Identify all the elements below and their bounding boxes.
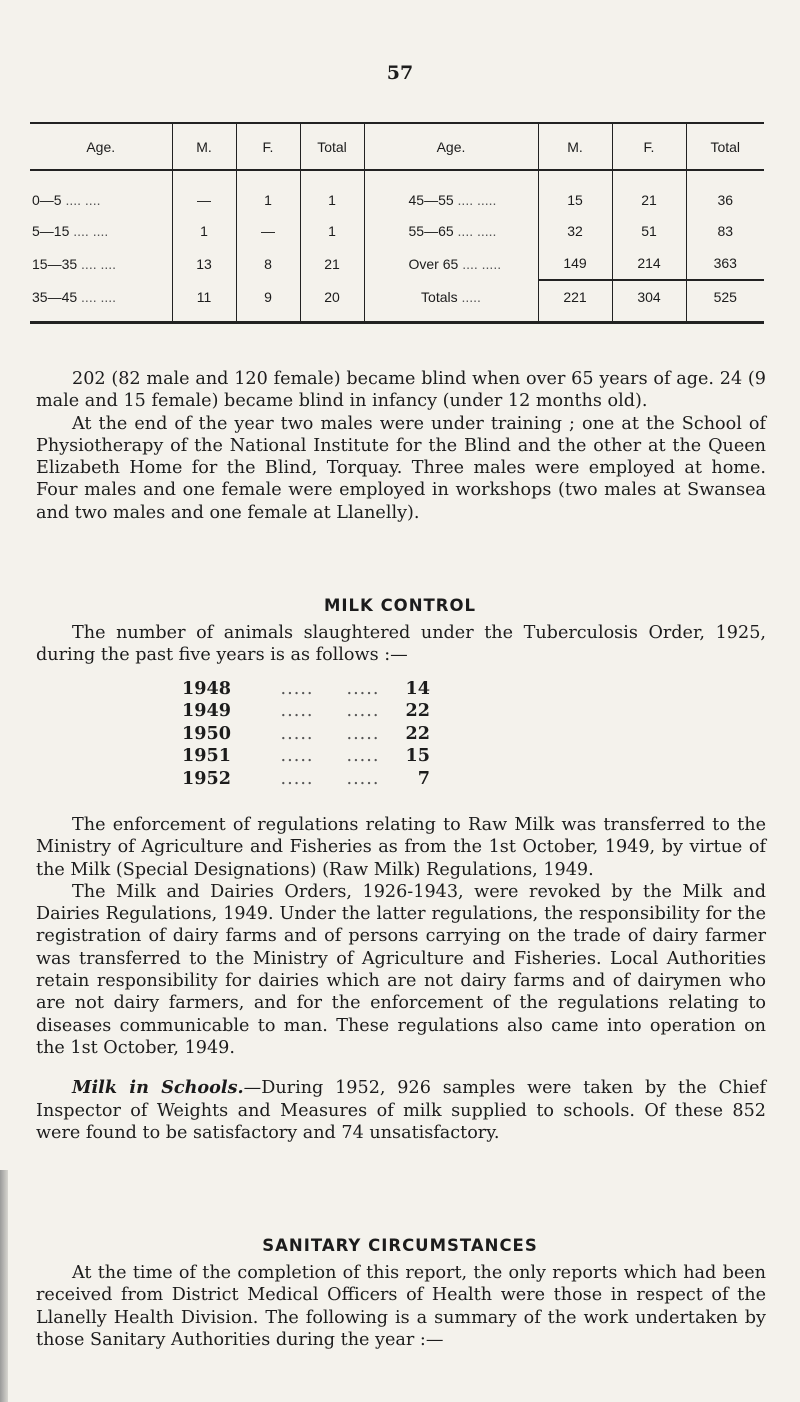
col-header-age: Age. [86,138,116,155]
table-row [30,170,764,215]
grand-total-cell: 525 [686,280,764,323]
col-header-m: M. [538,123,612,170]
slaughter-list [182,678,462,790]
raw-milk-paragraph: The enforcement of regulations relating to Raw Milk was transferred to the Ministry of Agriculture and Fisheries as from the 1st October, 1949, by virtue of the Milk (Special Designations) (Raw Milk) Regulations, 1949. [36,815,766,880]
leader-dots: ..... ..... [280,746,380,767]
slaughter-count: 15 [405,745,430,767]
milk-regulations-text [36,814,766,1144]
col-header-age: Age. [364,123,538,170]
total-cell: 21 [300,247,364,280]
blindness-text [36,368,766,524]
totals-label: Totals ..... [364,280,538,323]
milk-in-schools-text: —During 1952, 926 samples were taken by the Chief Inspector of Weights and Measures of milk supplied to schools. Of these 852 were found to be satisfactory and 74 unsatisfactory. [36,1078,766,1143]
leader-dots: ..... ..... [280,679,380,699]
age-cell: 55—65 .... [364,215,538,247]
leader-dots: ..... ..... [280,768,380,789]
list-item [182,700,462,722]
blind-age-paragraph: 202 (82 male and 120 female) became blind when over 65 years of age. 24 (9 male and 15 female) became blind in infancy (under 12 months old). [36,369,766,412]
total-cell: 83 [686,215,764,247]
male-cell: 15 [538,170,612,215]
age-cell: 45—55 .... [364,170,538,215]
male-cell: 11 [172,280,236,323]
slaughter-count: 14 [405,678,430,699]
female-cell: 214 [612,247,686,280]
table-row [30,247,764,280]
table-row [30,280,764,323]
female-total-cell: 304 [612,280,686,323]
female-cell: 21 [612,170,686,215]
age-cell: 5—15 .... [30,215,172,247]
slaughter-year: 1952 [182,767,231,789]
male-total-cell: 221 [538,280,612,323]
col-header-total: Total [686,123,764,170]
age-cell: Over 65 .... [364,247,538,280]
list-item [182,768,462,790]
slaughter-year: 1950 [182,722,231,744]
col-header-f: F. [612,123,686,170]
total-cell: 363 [686,247,764,280]
page-number: 57 [386,62,414,84]
total-cell: 1 [300,170,364,215]
col-header-total: Total [300,123,364,170]
female-cell: 1 [236,170,300,215]
slaughter-count: 7 [417,767,430,789]
list-item [182,745,462,767]
list-item [182,723,462,745]
slaughter-year: 1948 [182,678,231,699]
sanitary-text [36,1262,766,1351]
female-cell: — [236,215,300,247]
total-cell: 36 [686,170,764,215]
male-cell: 1 [172,215,236,247]
male-cell: — [172,170,236,215]
list-item [182,678,462,700]
male-cell: 13 [172,247,236,280]
table-row [30,215,764,247]
slaughter-intro [36,622,766,667]
female-cell: 9 [236,280,300,323]
sanitary-paragraph: At the time of the completion of this report, the only reports which had been received from District Medical Officers of Health were those in respect of the Llanelly Health Division. The following is a summary of the work undertaken by those Sanitary Authorities during the year :— [36,1263,766,1350]
milk-control-heading: MILK CONTROL [323,596,477,615]
slaughter-intro-paragraph: The number of animals slaughtered under the Tuberculosis Order, 1925, during the past five years is as follows :— [36,623,766,666]
dairies-paragraph: The Milk and Dairies Orders, 1926-1943, were revoked by the Milk and Dairies Regulations, 1949. Under the latter regulations, the responsibility for the registration of dairy farms and of persons carrying on the trade of dairy farmer was transferred to the Ministry of Agriculture and Fisheries. Local Authorities retain responsibility for dairies which are not dairy farms and of dairymen who are not dairy farmers, and for the enforcement of the regulations relating to diseases communicable to man. These regulations also came into operation on the 1st October, 1949. [36,881,766,1058]
slaughter-year: 1951 [182,745,231,767]
age-cell: 0—5 .... [30,170,172,215]
male-cell: 32 [538,215,612,247]
leader-dots: ..... ..... [280,723,380,744]
milk-in-schools-paragraph [36,1077,766,1144]
sanitary-circumstances-heading: SANITARY CIRCUMSTANCES [262,1236,538,1255]
milk-in-schools-heading: Milk in Schools. [72,1077,244,1099]
leader-dots: ..... ..... [280,701,380,722]
male-cell: 149 [538,247,612,280]
blindness-age-table [30,122,764,324]
female-cell: 8 [236,247,300,280]
slaughter-count: 22 [405,722,430,744]
training-paragraph: At the end of the year two males were under training ; one at the School of Physiotherapy of the National Institute for the Blind and the other at the Queen Elizabeth Home for the Blind, Torquay. Three males were employed at home. Four males and one female were employed in workshops (two males at Swansea and two males and one female at Llanelly). [36,413,766,523]
col-header-f: F. [236,123,300,170]
table-header-row [30,123,764,170]
age-cell: 15—35 .... [30,247,172,280]
age-cell: 35—45 .... [30,280,172,323]
slaughter-count: 22 [405,700,430,722]
female-cell: 51 [612,215,686,247]
total-cell: 20 [300,280,364,323]
total-cell: 1 [300,215,364,247]
col-header-m: M. [172,123,236,170]
slaughter-year: 1949 [182,700,231,722]
scan-edge-shadow [0,1170,8,1402]
